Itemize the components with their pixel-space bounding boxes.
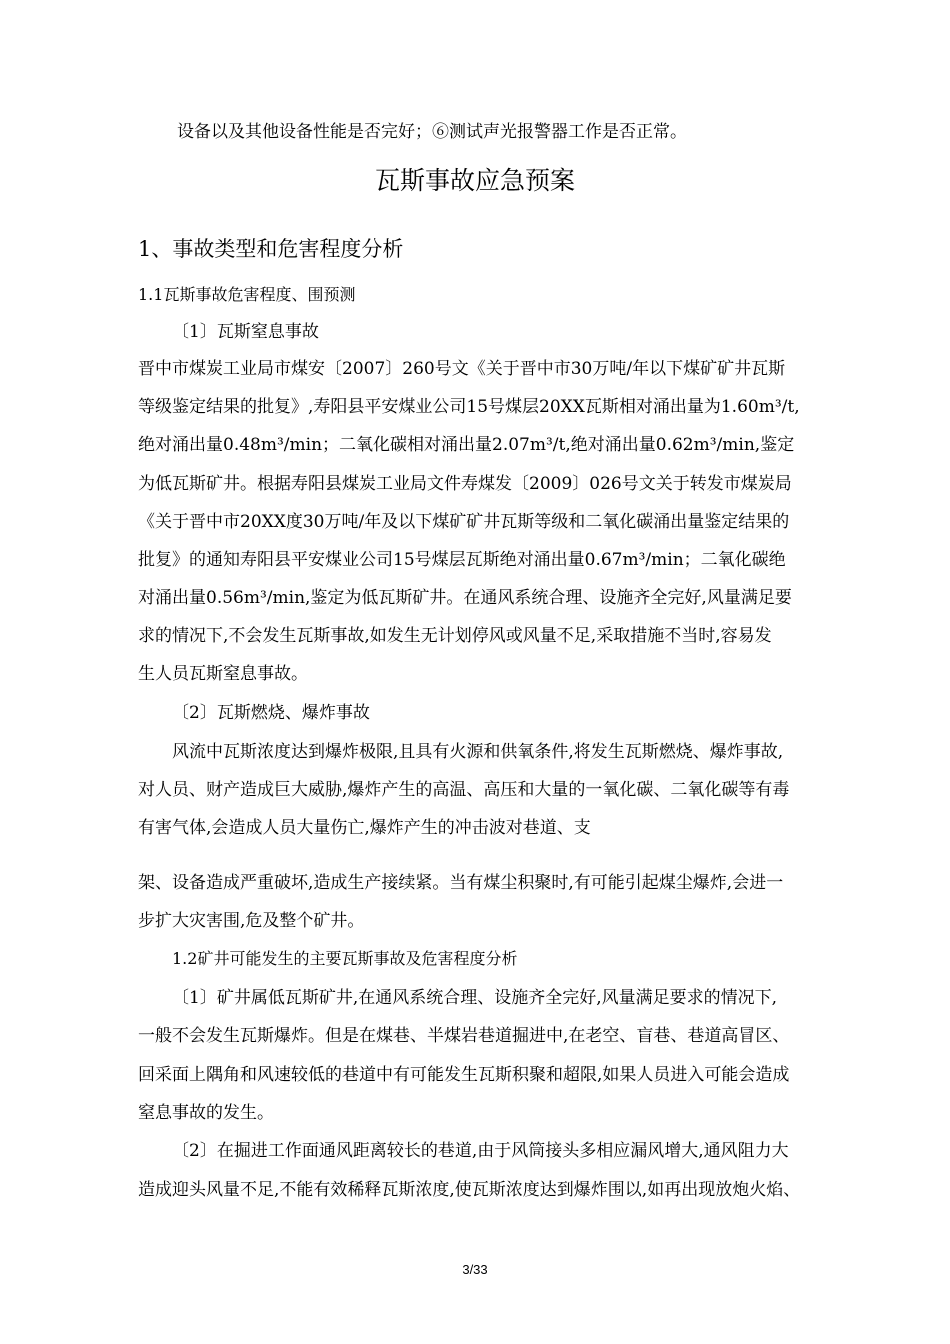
paragraph-line: 晋中市煤炭工业局市煤安〔2007〕260号文《关于晋中市30万吨/年以下煤矿矿井瓦斯: [138, 359, 786, 379]
paragraph-line: 步扩大灾害围,危及整个矿井。: [138, 911, 365, 931]
paragraph-line: 《关于晋中市20XX度30万吨/年及以下煤矿矿井瓦斯等级和二氧化碳涌出量鉴定结果的: [138, 512, 790, 532]
paragraph-line: 批复》的通知寿阳县平安煤业公司15号煤层瓦斯绝对涌出量0.67m³/min；二氧化碳绝: [138, 550, 786, 570]
heading-item: 〔1〕瓦斯窒息事故: [172, 322, 319, 342]
paragraph-line: 求的情况下,不会发生瓦斯事故,如发生无计划停风或风量不足,采取措施不当时,容易发: [138, 626, 772, 646]
paragraph-line: 有害气体,会造成人员大量伤亡,爆炸产生的冲击波对巷道、支: [138, 818, 591, 838]
section-title: 瓦斯事故应急预案: [374, 166, 575, 195]
paragraph-line: 〔2〕在掘进工作面通风距离较长的巷道,由于风筒接头多相应漏风增大,通风阻力大: [172, 1141, 789, 1161]
paragraph-line: 生人员瓦斯窒息事故。: [138, 664, 308, 684]
paragraph-line: 架、设备造成严重破坏,造成生产接续紧。当有煤尘积聚时,有可能引起煤尘爆炸,会进一: [138, 873, 784, 893]
paragraph-line: 一般不会发生瓦斯爆炸。但是在煤巷、半煤岩巷道掘进中,在老空、盲巷、巷道高冒区、: [138, 1026, 790, 1046]
paragraph-line: 为低瓦斯矿井。根据寿阳县煤炭工业局文件寿煤发〔2009〕026号文关于转发市煤炭局: [138, 474, 792, 494]
paragraph-line: 风流中瓦斯浓度达到爆炸极限,且具有火源和供氧条件,将发生瓦斯燃烧、爆炸事故,: [172, 742, 784, 762]
paragraph-line: 回采面上隅角和风速较低的巷道中有可能发生瓦斯积聚和超限,如果人员进入可能会造成: [138, 1065, 790, 1085]
paragraph-line: 绝对涌出量0.48m³/min；二氧化碳相对涌出量2.07m³/t,绝对涌出量0.62m³/min,鉴定: [138, 435, 795, 455]
paragraph-line: 对涌出量0.56m³/min,鉴定为低瓦斯矿井。在通风系统合理、设施齐全完好,风量满足要: [138, 588, 792, 608]
paragraph-line: 窒息事故的发生。: [138, 1103, 274, 1123]
heading-1-2: 1.2矿井可能发生的主要瓦斯事故及危害程度分析: [172, 949, 518, 968]
text-line: 设备以及其他设备性能是否完好；⑥测试声光报警器工作是否正常。: [177, 122, 687, 142]
heading-1: 1、事故类型和危害程度分析: [138, 237, 404, 261]
heading-1-1: 1.1瓦斯事故危害程度、围预测: [138, 285, 356, 304]
heading-item: 〔2〕瓦斯燃烧、爆炸事故: [172, 703, 370, 723]
page-number: 3/33: [462, 1262, 488, 1277]
paragraph-line: 等级鉴定结果的批复》,寿阳县平安煤业公司15号煤层20XX瓦斯相对涌出量为1.60m³/t,: [138, 397, 800, 417]
paragraph-line: 对人员、财产造成巨大威胁,爆炸产生的高温、高压和大量的一氧化碳、二氧化碳等有毒: [138, 780, 790, 800]
paragraph-line: 造成迎头风量不足,不能有效稀释瓦斯浓度,使瓦斯浓度达到爆炸围以,如再出现放炮火焰、: [138, 1180, 801, 1200]
paragraph-line: 〔1〕矿井属低瓦斯矿井,在通风系统合理、设施齐全完好,风量满足要求的情况下,: [172, 988, 778, 1008]
